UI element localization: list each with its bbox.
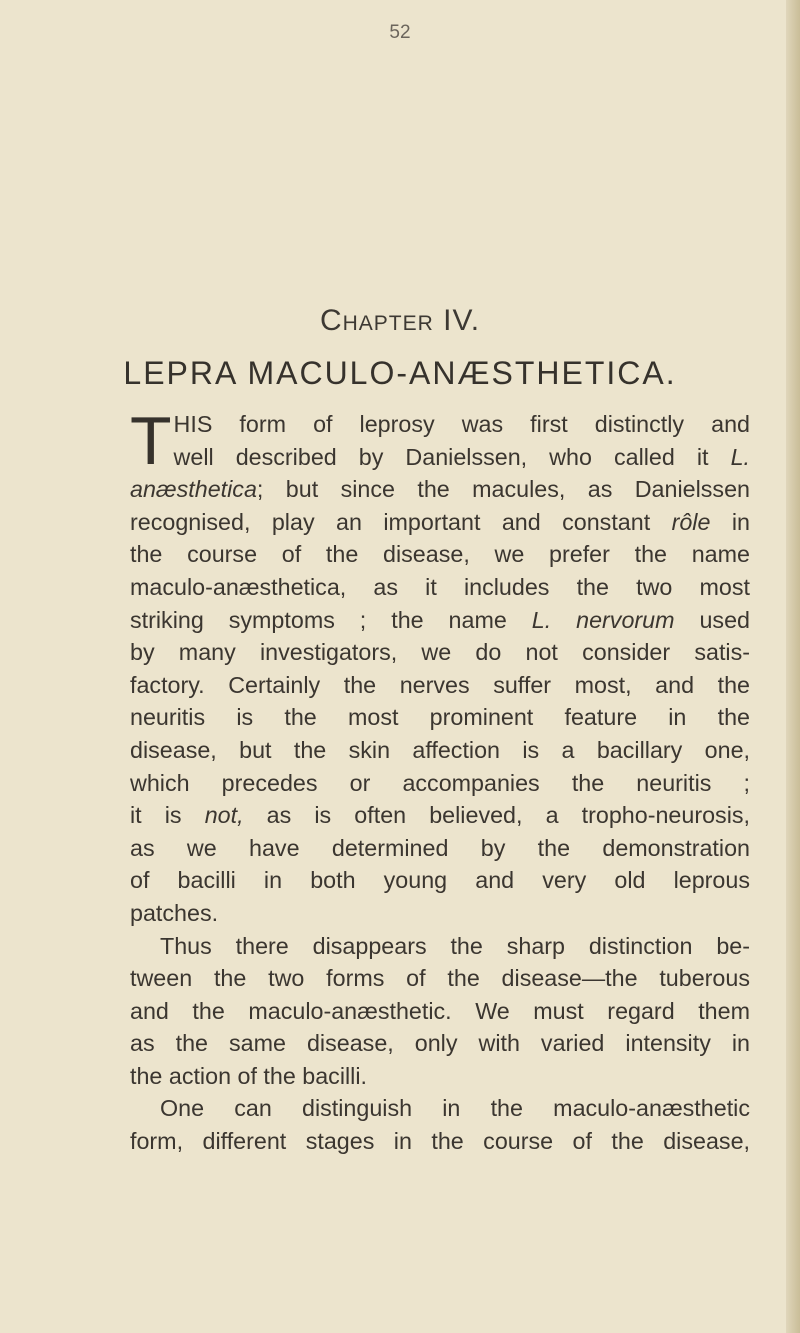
text-line: One can distinguish in the maculo-anæsthetic: [160, 1095, 750, 1122]
text-line: patches.: [130, 899, 219, 926]
text-line: anæsthetica; but since the macules, as Danielssen: [130, 476, 750, 503]
text-line: HIS form of leprosy was first distinctly and: [173, 411, 750, 437]
text-line: as we have determined by the demonstration: [130, 834, 750, 861]
text-line: neuritis is the most prominent feature in the: [130, 704, 750, 731]
text-line: as the same disease, only with varied intensity in: [130, 1030, 750, 1057]
page-number: 52: [389, 22, 411, 43]
text-line: the action of the bacilli.: [130, 1062, 367, 1089]
text-line: Thus there disappears the sharp distinction be-: [160, 932, 750, 959]
chapter-title: LEPRA MACULO-ANÆSTHETICA.: [123, 355, 677, 391]
body-text: [130, 403, 750, 1158]
chapter-heading: Chapter IV.: [319, 304, 481, 337]
text-line: tween the two forms of the disease—the tuberous: [130, 965, 750, 992]
text-line: it is not, as is often believed, a tropho-neurosis,: [130, 802, 750, 829]
drop-cap: T: [130, 403, 172, 479]
text-line: maculo-anæsthetica, as it includes the two most: [130, 573, 750, 600]
text-line: and the maculo-anæsthetic. We must regard them: [130, 997, 750, 1024]
text-line: of bacilli in both young and very old leprous: [130, 867, 750, 894]
text-line: factory. Certainly the nerves suffer most, and the: [130, 671, 750, 698]
text-line: form, different stages in the course of the disease,: [130, 1128, 750, 1155]
text-line: well described by Danielssen, who called it L.: [173, 443, 750, 470]
text-line: the course of the disease, we prefer the name: [130, 541, 750, 568]
text-line: striking symptoms ; the name L. nervorum used: [130, 606, 750, 633]
text-line: which precedes or accompanies the neuritis ;: [130, 769, 750, 796]
text-line: disease, but the skin affection is a bacillary one,: [130, 736, 750, 763]
text-line: by many investigators, we do not consider satis-: [130, 639, 750, 666]
text-line: recognised, play an important and constant rôle in: [130, 508, 750, 535]
page-edge: [786, 0, 800, 1333]
